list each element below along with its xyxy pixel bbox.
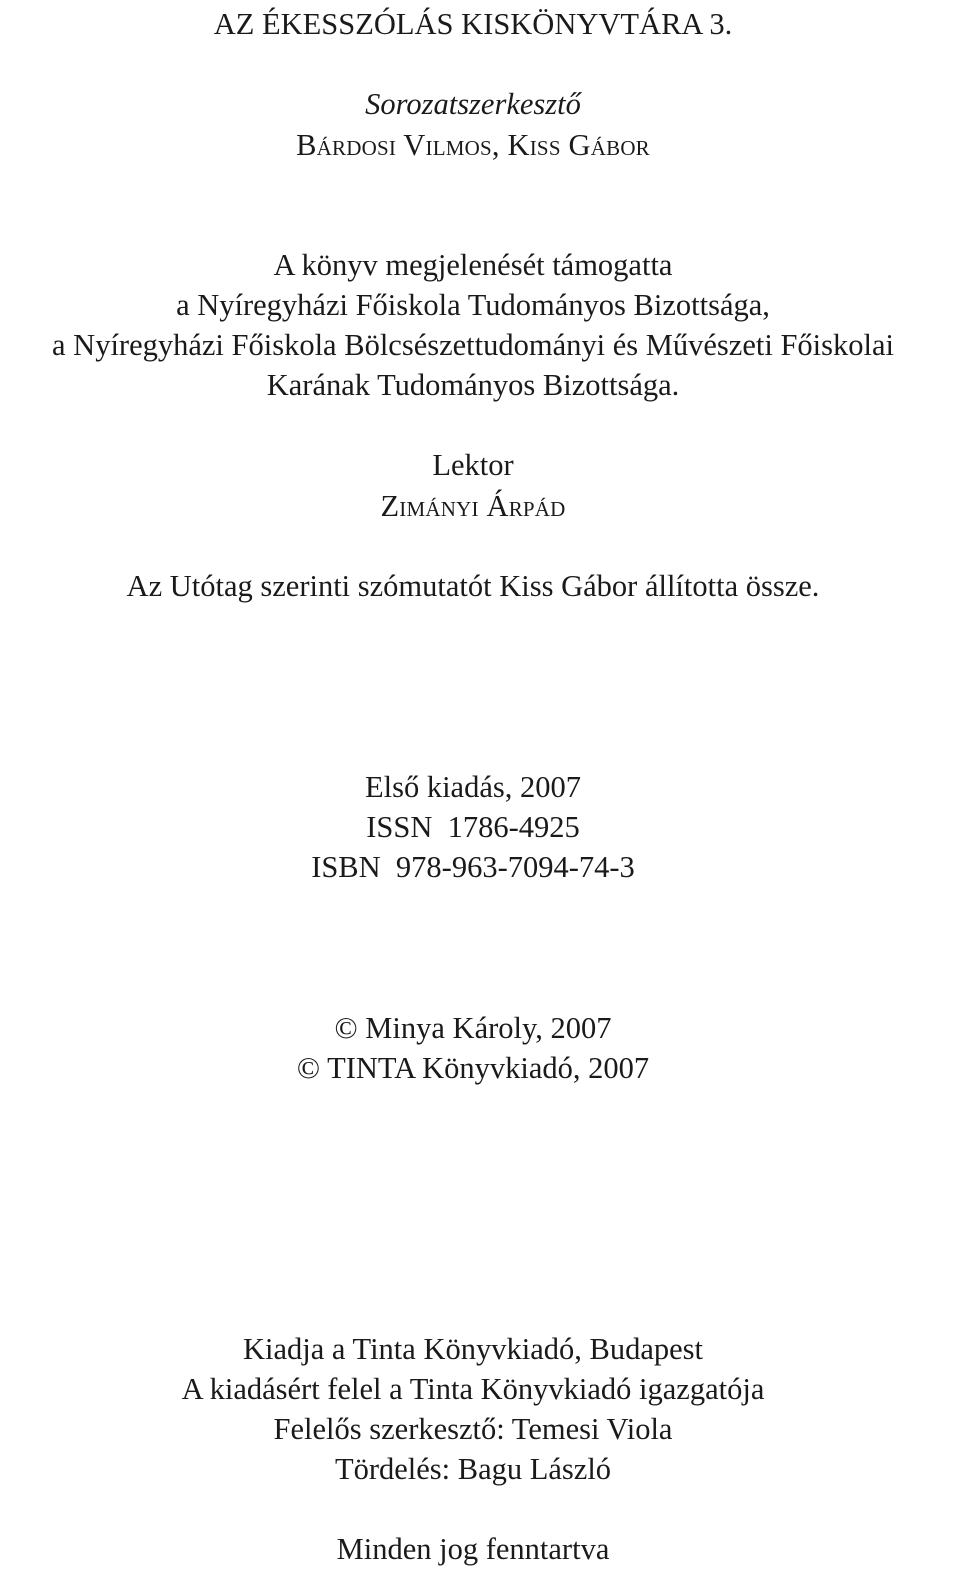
edition: Első kiadás, 2007 xyxy=(364,770,582,804)
support-line-1: A könyv megjelenését támogatta xyxy=(273,248,673,282)
publisher-line-2: A kiadásért felel a Tinta Könyvkiadó igazgatója xyxy=(181,1372,765,1406)
series-title: AZ ÉKESSZÓLÁS KISKÖNYVTÁRA 3. xyxy=(213,7,733,41)
rights-reserved: Minden jog fenntartva xyxy=(336,1532,610,1566)
series-editors: Bárdosi Vilmos, Kiss Gábor xyxy=(296,128,650,162)
isbn: ISBN 978-963-7094-74-3 xyxy=(311,850,635,884)
series-editor-label: Sorozatszerkesztő xyxy=(365,87,581,121)
publisher-line-1: Kiadja a Tinta Könyvkiadó, Budapest xyxy=(242,1332,703,1366)
support-line-2: a Nyíregyházi Főiskola Tudományos Bizottsága, xyxy=(176,288,770,322)
issn: ISSN 1786-4925 xyxy=(366,810,580,844)
copyright-author: © Minya Károly, 2007 xyxy=(334,1011,612,1045)
index-note: Az Utótag szerinti szómutatót Kiss Gábor állította össze. xyxy=(126,569,820,603)
copyright-publisher: © TINTA Könyvkiadó, 2007 xyxy=(296,1051,650,1085)
support-line-4: Karának Tudományos Bizottsága. xyxy=(266,368,680,402)
publisher-line-3: Felelős szerkesztő: Temesi Viola xyxy=(273,1412,673,1446)
support-line-3: a Nyíregyházi Főiskola Bölcsészettudományi és Művészeti Főiskolai xyxy=(52,328,894,362)
reviewer-label: Lektor xyxy=(432,448,514,482)
reviewer-name: Zimányi Árpád xyxy=(380,489,566,523)
publisher-line-4: Tördelés: Bagu László xyxy=(334,1452,612,1486)
